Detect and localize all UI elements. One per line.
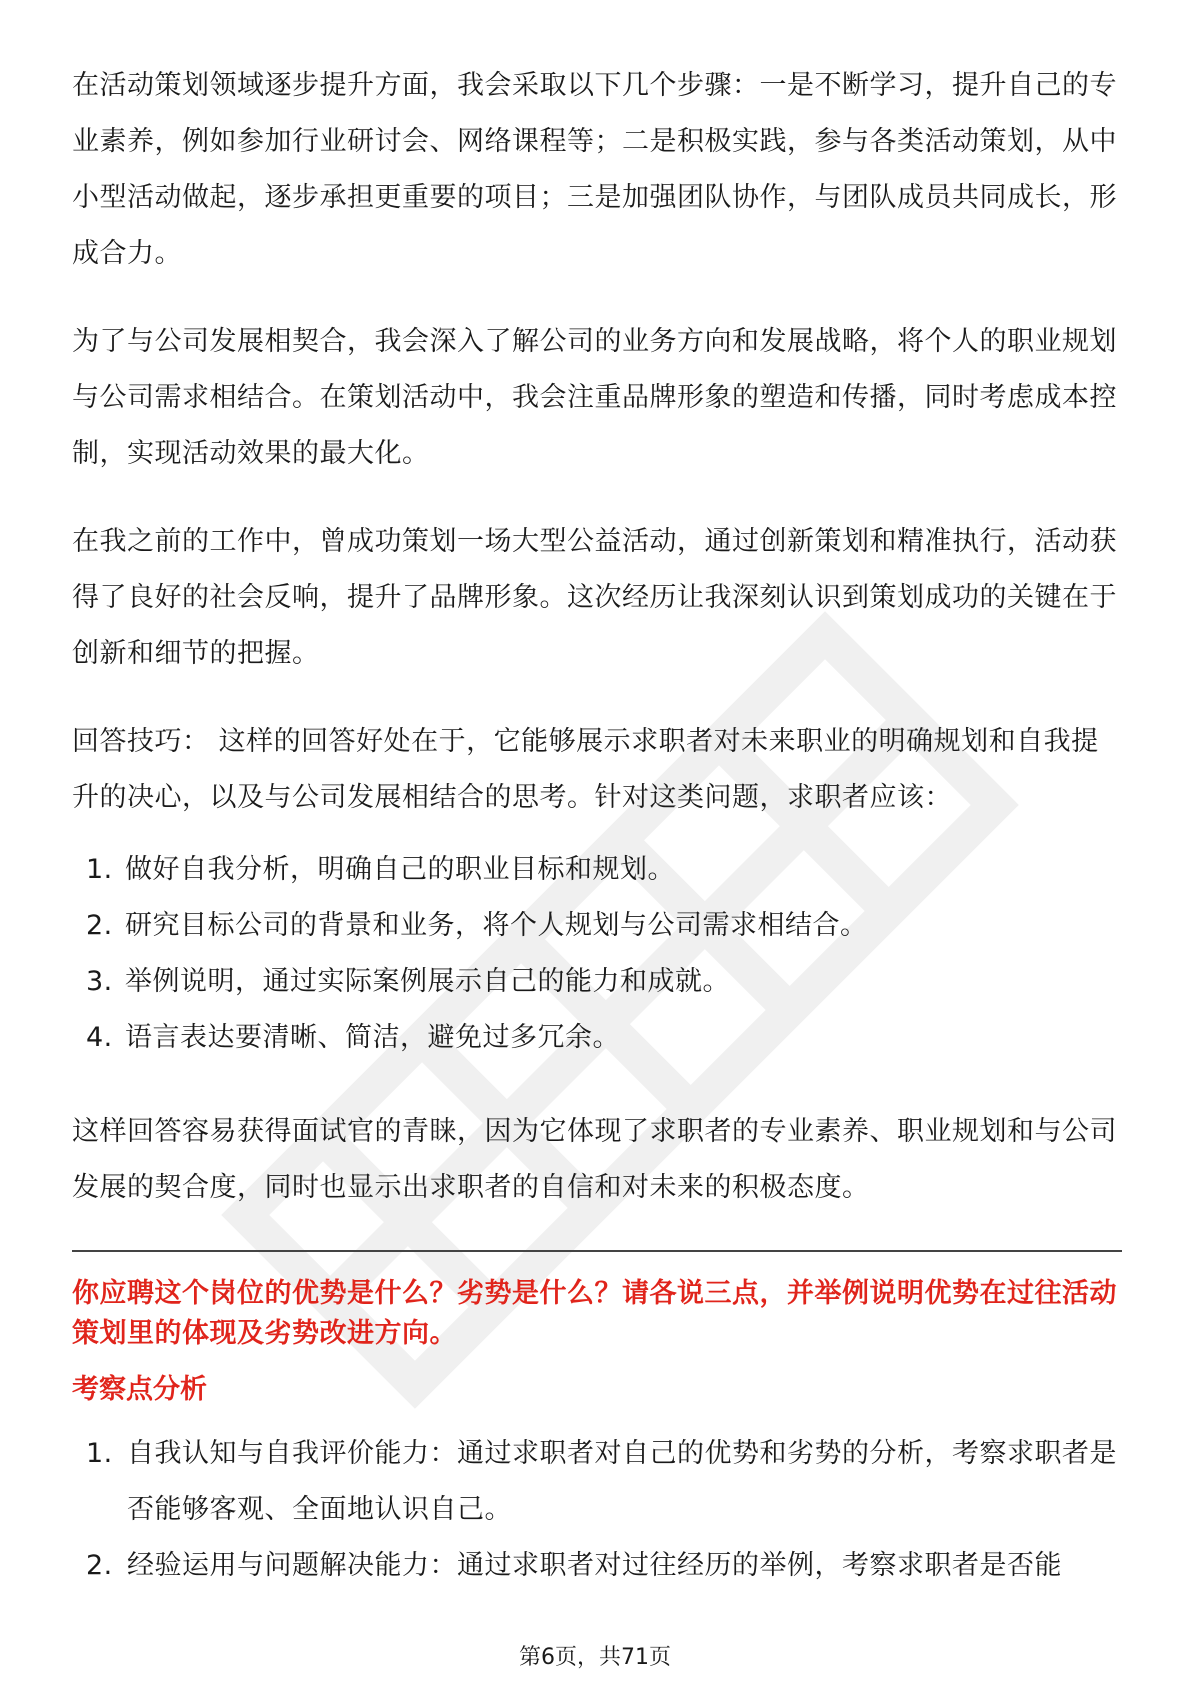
list-item	[72, 1010, 1122, 1066]
list-item-text: 举例说明，通过实际案例展示自己的能力和成就。	[125, 966, 730, 997]
list-item-number: 1.	[86, 854, 113, 885]
list-item-number: 4.	[86, 1022, 113, 1053]
tips-list	[72, 842, 1122, 1066]
list-item-number: 3.	[86, 966, 113, 997]
paragraph-summary: 这样回答容易获得面试官的青睐，因为它体现了求职者的专业素养、职业规划和与公司发展的契合度，同时也显示出求职者的自信和对未来的积极态度。	[72, 1116, 1117, 1203]
page-footer: 第6页，共71页	[519, 1645, 671, 1670]
list-item	[72, 1426, 1122, 1538]
analysis-heading: 考察点分析	[72, 1374, 207, 1405]
list-item	[72, 898, 1122, 954]
list-item-number: 1.	[86, 1438, 113, 1469]
list-item-text: 语言表达要清晰、简洁，避免过多冗余。	[125, 1022, 620, 1053]
list-item-text: 自我认知与自我评价能力：通过求职者对自己的优势和劣势的分析，考察求职者是否能够客观、全面地认识自己。	[127, 1438, 1117, 1525]
list-item-number: 2.	[86, 1550, 113, 1581]
paragraph-company-fit: 为了与公司发展相契合，我会深入了解公司的业务方向和发展战略，将个人的职业规划与公司需求相结合。在策划活动中，我会注重品牌形象的塑造和传播，同时考虑成本控制，实现活动效果的最大化。	[72, 326, 1117, 469]
list-item-number: 2.	[86, 910, 113, 941]
paragraph-answer-tips: 回答技巧： 这样的回答好处在于，它能够展示求职者对未来职业的明确规划和自我提升的决心，以及与公司发展相结合的思考。针对这类问题，求职者应该：	[72, 726, 1099, 813]
interview-question: 你应聘这个岗位的优势是什么？劣势是什么？请各说三点，并举例说明优势在过往活动策划里的体现及劣势改进方向。	[72, 1278, 1117, 1349]
list-item-text: 经验运用与问题解决能力：通过求职者对过往经历的举例，考察求职者是否能	[127, 1550, 1062, 1581]
analysis-list	[72, 1426, 1122, 1594]
list-item-text: 做好自我分析，明确自己的职业目标和规划。	[125, 854, 675, 885]
main-content	[72, 58, 1122, 1594]
section-divider	[72, 1250, 1122, 1252]
list-item	[72, 842, 1122, 898]
list-item-text: 研究目标公司的背景和业务，将个人规划与公司需求相结合。	[125, 910, 868, 941]
paragraph-improvement-steps: 在活动策划领域逐步提升方面，我会采取以下几个步骤：一是不断学习，提升自己的专业素养，例如参加行业研讨会、网络课程等；二是积极实践，参与各类活动策划，从中小型活动做起，逐步承担更重要的项目；三是加强团队协作，与团队成员共同成长，形成合力。	[72, 70, 1117, 269]
paragraph-past-experience: 在我之前的工作中，曾成功策划一场大型公益活动，通过创新策划和精准执行，活动获得了良好的社会反响，提升了品牌形象。这次经历让我深刻认识到策划成功的关键在于创新和细节的把握。	[72, 526, 1117, 669]
list-item	[72, 954, 1122, 1010]
list-item	[72, 1538, 1122, 1594]
